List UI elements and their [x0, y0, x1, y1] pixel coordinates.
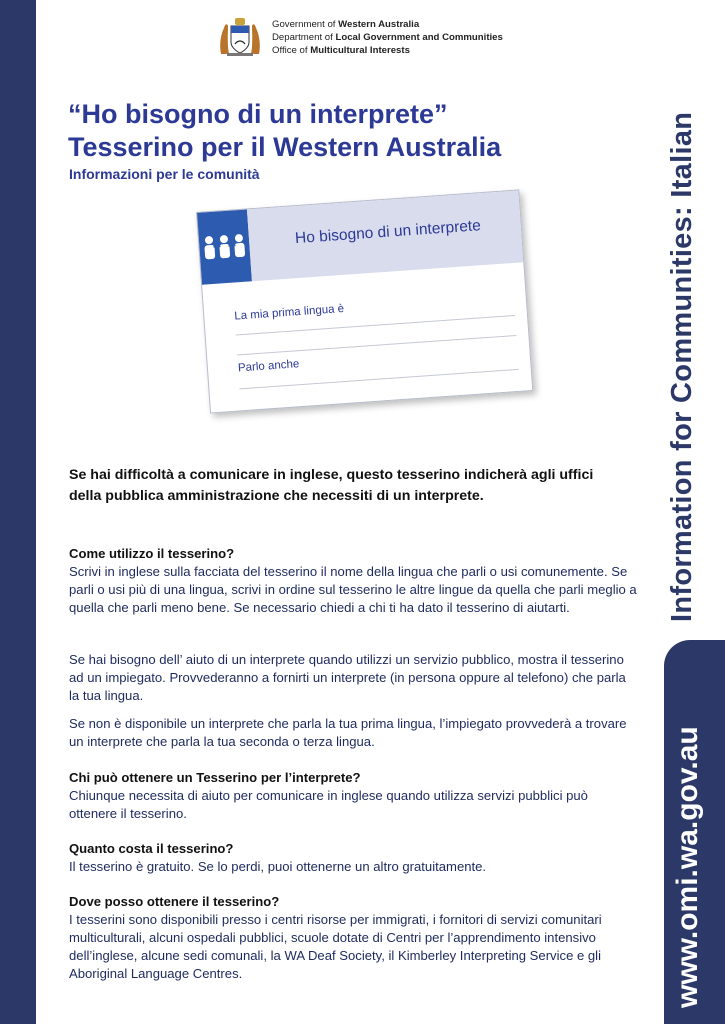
section-show-card	[69, 651, 639, 705]
section-text: Se hai bisogno dell’ aiuto di un interprete quando utilizzi un servizio pubblico, mostra il tesserino ad un impiegato. Provvederanno a fornirti un interprete (in persona oppure al telefono) che parla la tua lingua.	[69, 652, 626, 703]
dept-prefix: Department of	[272, 32, 333, 44]
office-name: Multicultural Interests	[310, 45, 410, 57]
section-text: I tesserini sono disponibili presso i centri risorse per immigrati, i fornitori di servizi comunitari multiculturali, alcuni ospedali pubblici, scuole dotate di Centri per l’apprendimento intensivo dell’inglese, alcune sedi comunali, la WA Deaf Society, il Kimberley Interpreting Service e gli Aboriginal Language Centres.	[69, 912, 602, 981]
government-header	[272, 18, 503, 58]
left-color-bar	[0, 0, 36, 1024]
card-writing-line	[239, 369, 518, 390]
dept-name: Local Government and Communities	[335, 32, 503, 44]
card-first-language-label: La mia prima lingua è	[233, 302, 345, 323]
side-heading: Information for Communities: Italian	[666, 111, 698, 622]
section-text: Se non è disponibile un interprete che parla la tua prima lingua, l’impiegato provvederà a trovare un interprete che parla la tua seconda o terza lingua.	[69, 716, 627, 749]
section-heading: Dove posso ottenere il tesserino?	[69, 894, 280, 909]
card-header-text: Ho bisogno di un interprete	[294, 217, 482, 248]
gov-prefix: Government of	[272, 19, 336, 30]
section-heading: Come utilizzo il tesserino?	[69, 546, 235, 561]
page-title	[68, 98, 501, 164]
wa-coat-of-arms-icon	[215, 14, 265, 58]
section-text: Scrivi in inglese sulla facciata del tesserino il nome della lingua che parli o usi comunemente. Se parli o usi più di una lingua, scrivi in ordine sul tesserino le altre lingue da quella che parli meglio a quella che parli meno bene. Se necessario chiedi a chi ti ha dato il tesserino di aiutarti.	[69, 564, 637, 615]
card-logo	[197, 209, 252, 284]
section-text: Chiunque necessita di aiuto per comunicare in inglese quando utilizza servizi pubblici può ottenere il tesserino.	[69, 788, 588, 821]
page-subtitle: Informazioni per le comunità	[69, 166, 260, 182]
lead-paragraph: Se hai difficoltà a comunicare in inglese, questo tesserino indicherà agli uffici della pubblica amministrazione che necessiti di un interprete.	[69, 467, 594, 504]
card-writing-line	[237, 335, 516, 356]
section-heading: Quanto costa il tesserino?	[69, 841, 234, 856]
office-prefix: Office of	[272, 45, 308, 57]
section-cost	[69, 840, 639, 876]
section-where-to-get	[69, 893, 639, 983]
interpreter-people-icon	[197, 209, 252, 284]
card-also-speak-label: Parlo anche	[237, 358, 300, 375]
side-url: www.omi.wa.gov.au	[671, 726, 704, 1008]
section-second-language	[69, 715, 639, 751]
section-text: Il tesserino è gratuito. Se lo perdi, puoi ottenerne un altro gratuitamente.	[69, 859, 487, 874]
gov-name: Western Australia	[338, 19, 420, 30]
section-heading: Chi può ottenere un Tesserino per l’interprete?	[69, 770, 361, 785]
title-line-2: Tesserino per il Western Australia	[68, 132, 502, 162]
section-who-can-get	[69, 769, 639, 823]
section-how-to-use	[69, 545, 639, 617]
card-header	[247, 190, 523, 281]
title-line-1: “Ho bisogno di un interprete”	[68, 99, 448, 129]
interpreter-card-image	[196, 189, 533, 413]
